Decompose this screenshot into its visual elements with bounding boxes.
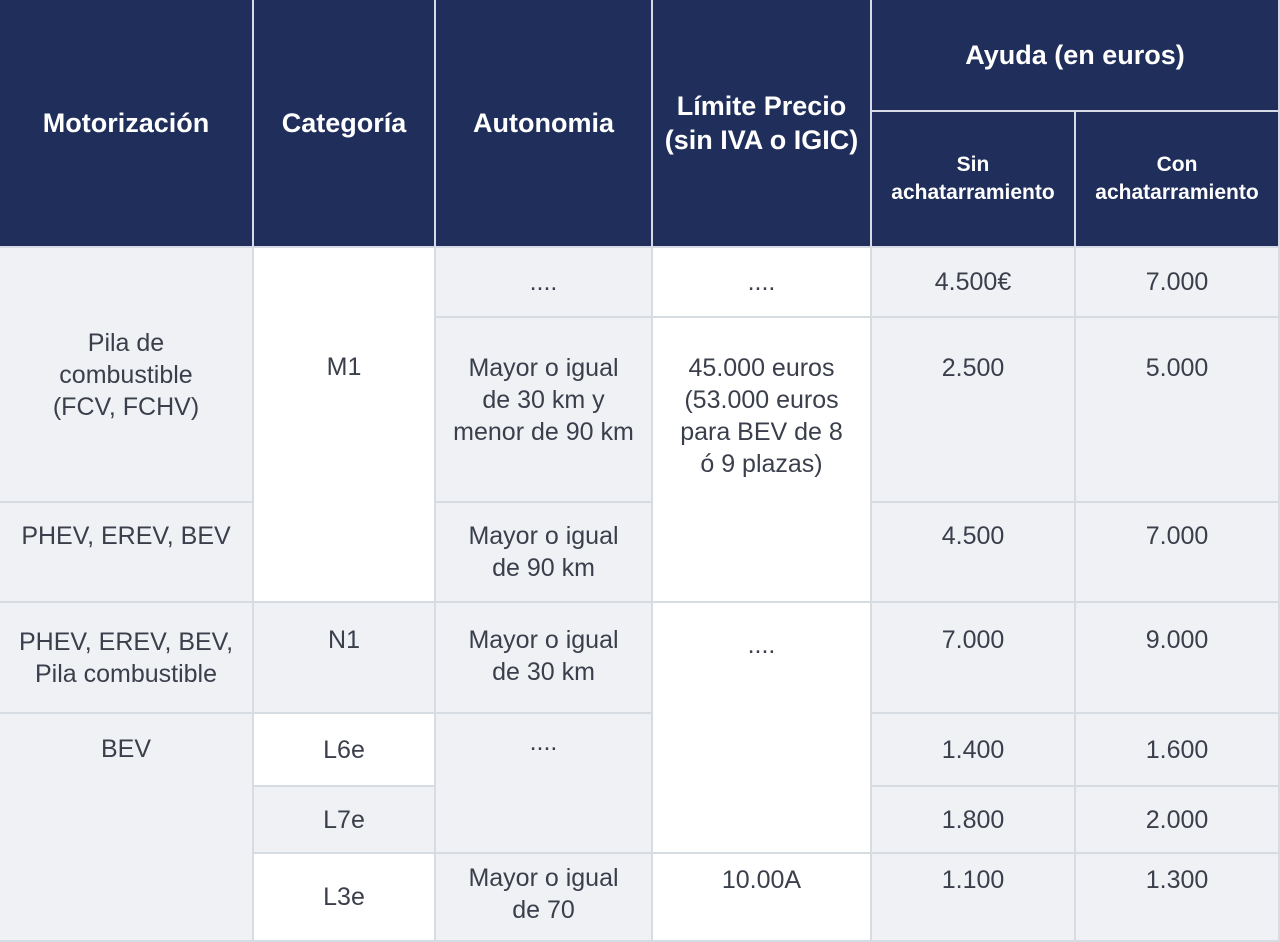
autonomia-l-cell — [436, 714, 653, 854]
con-row4-cell — [1076, 603, 1280, 714]
categoria-m1: M1 — [326, 353, 362, 381]
header-limite-precio-line-2: (sin IVA o IGIC) — [664, 125, 859, 155]
categoria-l7e: L7e — [323, 805, 365, 834]
sin-row4-cell — [872, 603, 1076, 714]
autonomia-row3-line-2: de 90 km — [492, 554, 595, 582]
motorizacion-fcv-line-3: (FCV, FCHV) — [52, 392, 200, 421]
con-row7-cell — [1076, 854, 1280, 942]
sin-row3: 4.500 — [941, 522, 1005, 550]
header-autonomia — [436, 0, 653, 248]
categoria-m1-cell — [254, 248, 436, 603]
autonomia-row1-cell — [436, 248, 653, 318]
header-ayuda — [872, 0, 1280, 112]
con-row5: 1.600 — [1145, 735, 1209, 764]
sin-row1: 4.500€ — [934, 268, 1012, 296]
autonomia-row3-line-1: Mayor o igual — [468, 522, 619, 550]
header-categoria-label: Categoría — [281, 108, 407, 138]
header-ayuda-label: Ayuda (en euros) — [965, 40, 1185, 70]
header-sin-achatarramiento — [872, 112, 1076, 248]
sin-row5-cell — [872, 714, 1076, 787]
limite-n1-cell — [653, 603, 872, 854]
motorizacion-phev-m1: PHEV, EREV, BEV — [21, 522, 231, 550]
autonomia-row3-cell — [436, 503, 653, 603]
con-row1: 7.000 — [1145, 268, 1209, 296]
motorizacion-fcv-cell — [0, 248, 254, 503]
con-row3-cell — [1076, 503, 1280, 603]
sin-row1-cell — [872, 248, 1076, 318]
limite-row1: .... — [747, 268, 776, 296]
autonomia-l3e-cell — [436, 854, 653, 942]
limite-m1-cell — [653, 318, 872, 603]
autonomia-n1-line-1: Mayor o igual — [468, 626, 619, 654]
sin-row4: 7.000 — [941, 626, 1005, 654]
autonomia-n1-cell — [436, 603, 653, 714]
con-row2-cell — [1076, 318, 1280, 503]
sin-row5: 1.400 — [941, 735, 1005, 764]
header-sin-line-1: Sin — [956, 153, 990, 176]
limite-row1-cell — [653, 248, 872, 318]
motorizacion-n1-line-2: Pila combustible — [34, 659, 218, 688]
header-autonomia-label: Autonomia — [473, 108, 614, 138]
motorizacion-n1-line-1: PHEV, EREV, BEV, — [18, 627, 234, 656]
categoria-l3e-cell — [254, 854, 436, 942]
motorizacion-fcv-line-1: Pila de — [87, 328, 165, 357]
sin-row6-cell — [872, 787, 1076, 854]
limite-l3e-cell — [653, 854, 872, 942]
sin-row3-cell — [872, 503, 1076, 603]
sin-row6: 1.800 — [941, 805, 1005, 834]
autonomia-row2-line-1: Mayor o igual — [468, 354, 619, 382]
con-row7: 1.300 — [1145, 866, 1209, 894]
limite-m1-line-4: ó 9 plazas) — [700, 450, 823, 478]
autonomia-row1: .... — [529, 268, 558, 296]
autonomia-l: .... — [529, 728, 558, 756]
categoria-l6e-cell — [254, 714, 436, 787]
motorizacion-phev-m1-cell — [0, 503, 254, 603]
motorizacion-fcv-line-2: combustible — [59, 360, 193, 389]
autonomia-row2-cell — [436, 318, 653, 503]
limite-m1-line-2: (53.000 euros — [684, 386, 839, 414]
autonomia-row2-line-2: de 30 km y — [482, 386, 605, 414]
categoria-n1: N1 — [328, 626, 360, 654]
header-categoria — [254, 0, 436, 248]
limite-l3e: 10.00A — [721, 866, 802, 894]
autonomia-l3e-line-1: Mayor o igual — [468, 864, 619, 892]
header-con-line-2: achatarramiento — [1095, 181, 1259, 204]
limite-m1-line-1: 45.000 euros — [688, 354, 835, 382]
sin-row2-cell — [872, 318, 1076, 503]
con-row4: 9.000 — [1145, 626, 1209, 654]
categoria-n1-cell — [254, 603, 436, 714]
con-row6-cell — [1076, 787, 1280, 854]
categoria-l6e: L6e — [323, 735, 365, 764]
con-row6: 2.000 — [1145, 805, 1209, 834]
motorizacion-n1-cell — [0, 603, 254, 714]
con-row3: 7.000 — [1145, 522, 1209, 550]
sin-row2: 2.500 — [941, 354, 1005, 382]
header-con-line-1: Con — [1156, 153, 1198, 176]
con-row1-cell — [1076, 248, 1280, 318]
con-row2: 5.000 — [1145, 354, 1209, 382]
header-limite-precio — [653, 0, 872, 248]
limite-m1-line-3: para BEV de 8 — [680, 418, 843, 446]
header-limite-precio-line-1: Límite Precio — [676, 91, 847, 121]
motorizacion-bev-cell — [0, 714, 254, 942]
autonomia-n1-line-2: de 30 km — [492, 658, 595, 686]
autonomia-l3e-line-2: de 70 — [512, 896, 575, 924]
header-motorizacion-label: Motorización — [42, 108, 210, 138]
header-sin-line-2: achatarramiento — [891, 181, 1055, 204]
header-motorizacion — [0, 0, 254, 248]
limite-n1: .... — [747, 631, 776, 659]
motorizacion-bev: BEV — [100, 735, 152, 763]
con-row5-cell — [1076, 714, 1280, 787]
header-con-achatarramiento — [1076, 112, 1280, 248]
categoria-l7e-cell — [254, 787, 436, 854]
categoria-l3e: L3e — [323, 883, 365, 911]
autonomia-row2-line-3: menor de 90 km — [453, 418, 634, 446]
sin-row7-cell — [872, 854, 1076, 942]
sin-row7: 1.100 — [941, 866, 1005, 894]
